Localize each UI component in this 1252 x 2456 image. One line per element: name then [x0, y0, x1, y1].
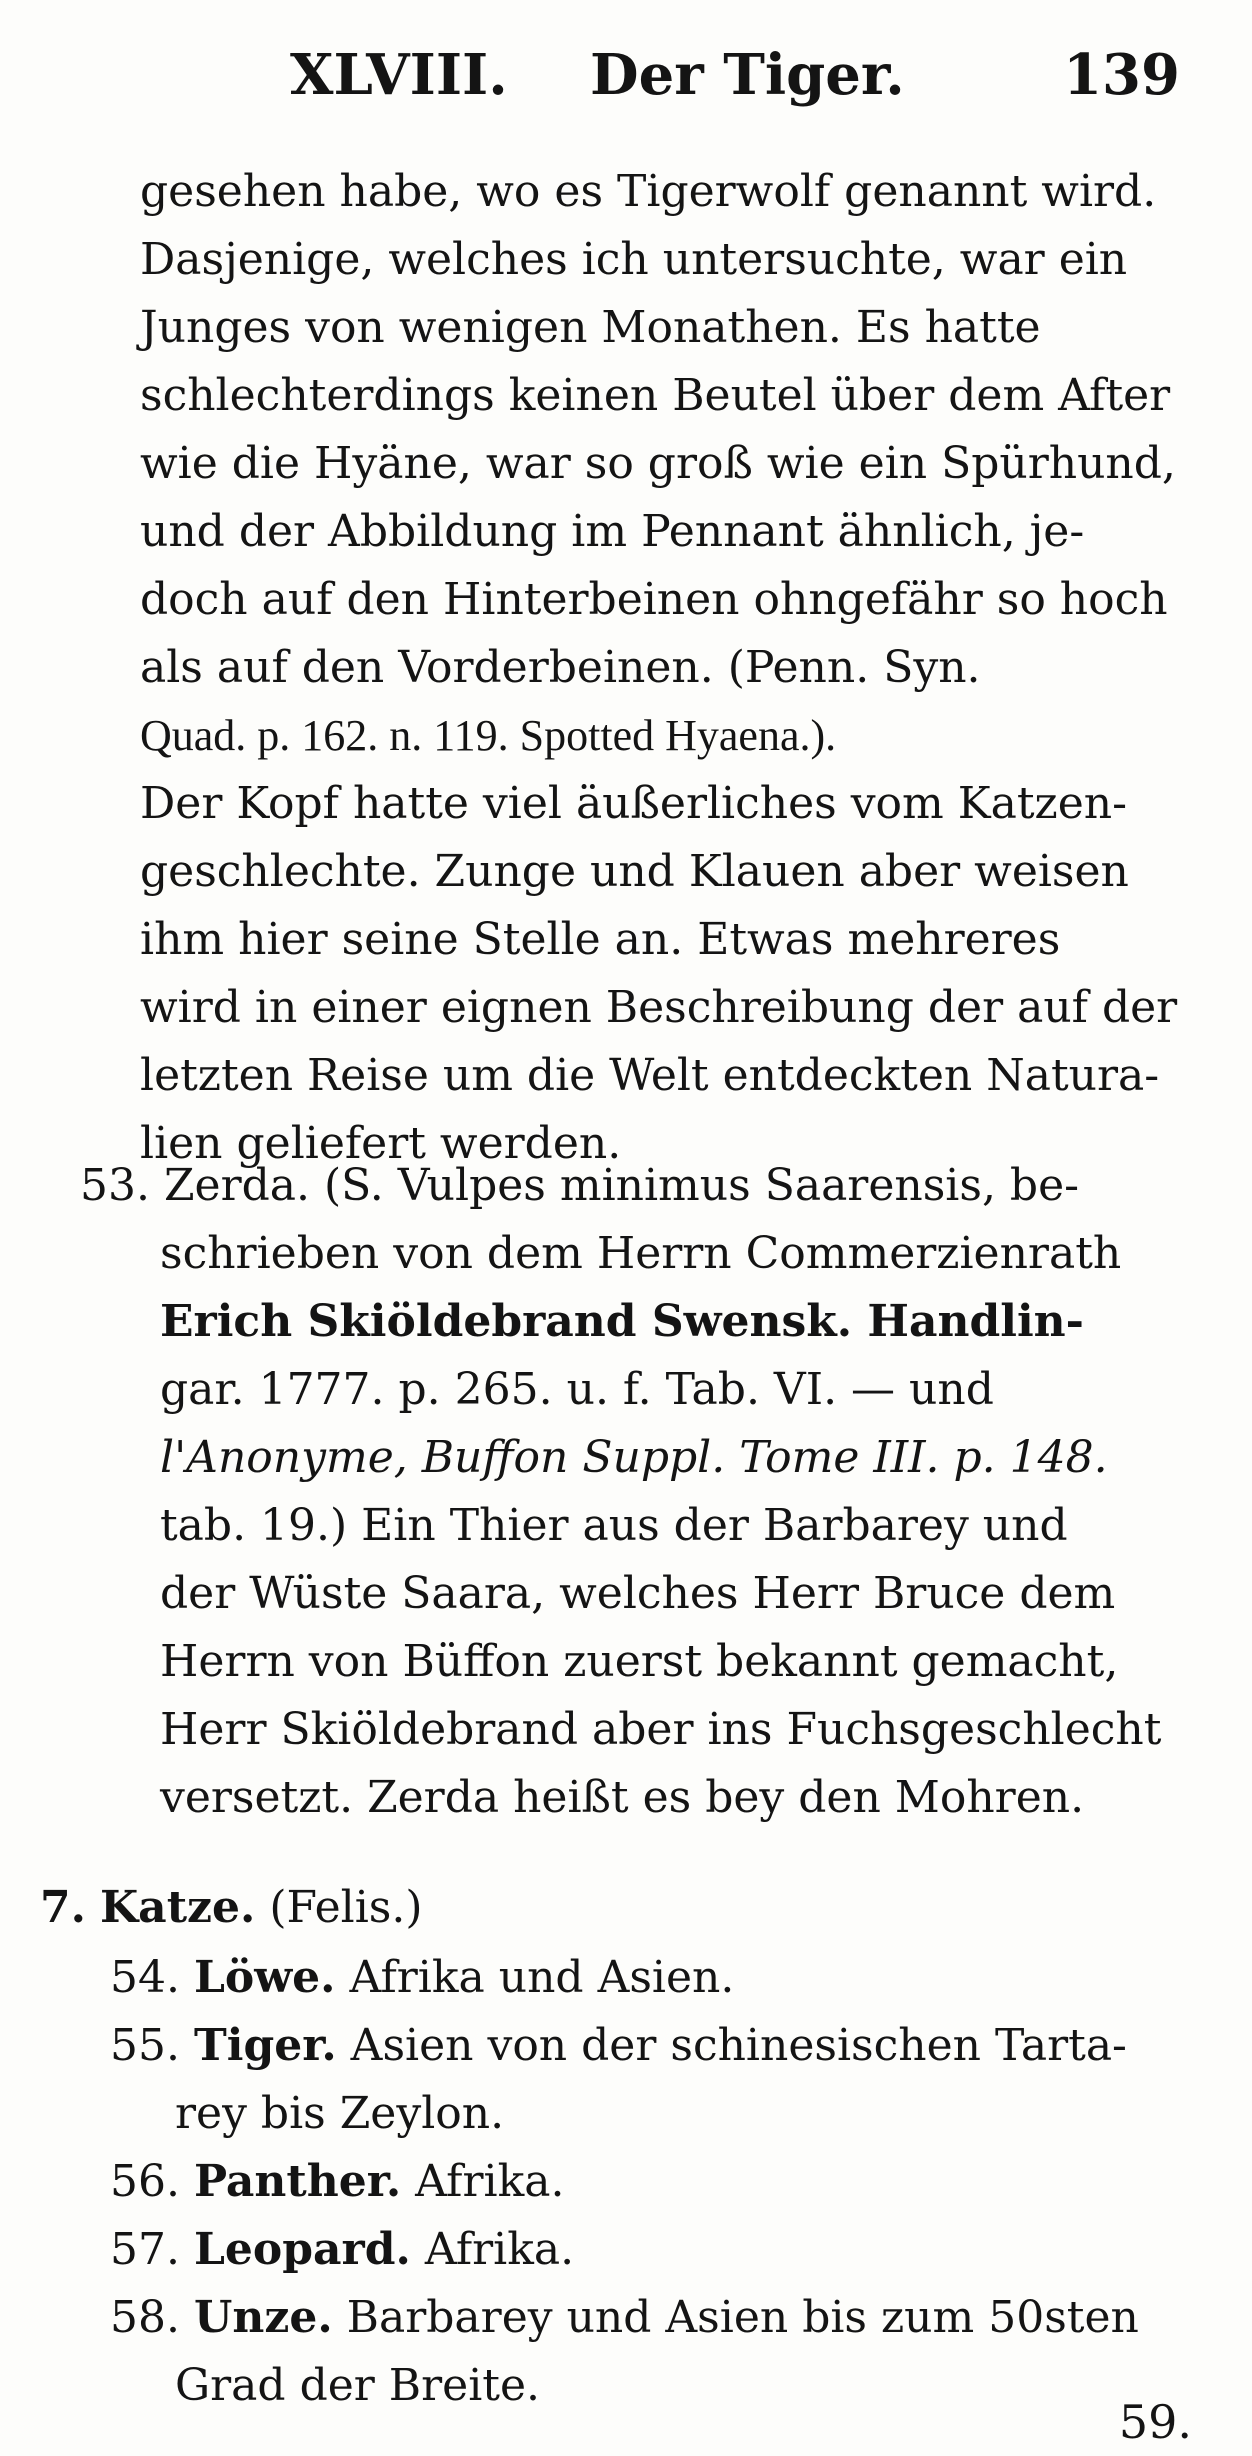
text-line: Herrn von Büffon zuerst bekannt gemacht, [160, 1636, 1119, 1687]
citation-line: Quad. p. 162. n. 119. Spotted Hyaena.). [140, 711, 837, 760]
genus-name: Katze. [99, 1882, 256, 1933]
text-line: letzten Reise um die Welt entdeckten Natura- [140, 1050, 1160, 1101]
running-header [290, 30, 1180, 120]
species-entry [110, 2150, 564, 2214]
species-entry [110, 2286, 1139, 2350]
species-name: Leopard. [193, 2224, 411, 2275]
text-line: Der Kopf hatte viel äußerliches vom Katzen- [140, 778, 1127, 829]
text-line: der Wüste Saara, welches Herr Bruce dem [160, 1568, 1116, 1619]
species-name: Panther. [193, 2156, 402, 2207]
entry-text: Zerda. (S. Vulpes minimus Saarensis, be- [163, 1160, 1079, 1211]
species-range: Afrika. [424, 2224, 575, 2275]
citation-line: l'Anonyme, Buffon Suppl. Tome III. p. 148. [160, 1432, 1108, 1483]
text-line: wird in einer eignen Beschreibung der auf der [140, 982, 1178, 1033]
text-line: als auf den Vorderbeinen. (Penn. Syn. [140, 642, 981, 693]
species-entry [110, 1946, 734, 2010]
species-range-continued: rey bis Zeylon. [175, 2088, 505, 2139]
genus-latin: (Felis.) [269, 1882, 423, 1933]
text-line: und der Abbildung im Pennant ähnlich, je- [140, 506, 1085, 557]
signature-mark: 59. [1118, 2395, 1192, 2449]
text-line: lien geliefert werden. [140, 1118, 622, 1169]
species-range: Asien von der schinesischen Tarta- [350, 2020, 1127, 2071]
text-line: tab. 19.) Ein Thier aus der Barbarey und [160, 1500, 1068, 1551]
text-line: gar. 1777. p. 265. u. f. Tab. VI. — und [160, 1364, 994, 1415]
text-line: versetzt. Zerda heißt es bey den Mohren. [160, 1772, 1085, 1823]
species-name: Tiger. [193, 2020, 337, 2071]
text-line: schrieben von dem Herrn Commerzienrath [160, 1228, 1122, 1279]
chapter-number: XLVIII. [290, 42, 508, 108]
species-range: Afrika und Asien. [349, 1952, 735, 2003]
species-range: Barbarey und Asien bis zum 50sten [346, 2292, 1139, 2343]
species-name: Unze. [193, 2292, 333, 2343]
text-line: Herr Skiöldebrand aber ins Fuchsgeschlecht [160, 1704, 1162, 1755]
species-name: Löwe. [193, 1952, 336, 2003]
species-number: 56. [110, 2156, 180, 2207]
species-number: 54. [110, 1952, 180, 2003]
genus-heading [40, 1876, 423, 1940]
text-line: doch auf den Hinterbeinen ohngefähr so hoch [140, 574, 1168, 625]
species-range: Afrika. [415, 2156, 565, 2207]
genus-number: 7. [40, 1882, 86, 1933]
entry-number: 53. [80, 1160, 150, 1211]
text-line: gesehen habe, wo es Tigerwolf genannt wird. [140, 166, 1157, 217]
species-entry [110, 2218, 574, 2282]
species-entry [110, 2014, 1127, 2078]
entry-53 [80, 1154, 1079, 1218]
text-line: schlechterdings keinen Beutel über dem After [140, 370, 1171, 421]
text-line: Junges von wenigen Monathen. Es hatte [140, 302, 1041, 353]
species-range-continued: Grad der Breite. [175, 2360, 540, 2411]
species-number: 58. [110, 2292, 180, 2343]
species-number: 57. [110, 2224, 180, 2275]
chapter-title: Der Tiger. [590, 42, 905, 108]
text-line: Dasjenige, welches ich untersuchte, war ein [140, 234, 1128, 285]
text-line: wie die Hyäne, war so groß wie ein Spürhund, [140, 438, 1176, 489]
text-line: ihm hier seine Stelle an. Etwas mehreres [140, 914, 1061, 965]
page-number: 139 [1063, 42, 1180, 108]
text-line: Erich Skiöldebrand Swensk. Handlin- [160, 1296, 1084, 1347]
text-line: geschlechte. Zunge und Klauen aber weisen [140, 846, 1129, 897]
species-number: 55. [110, 2020, 180, 2071]
